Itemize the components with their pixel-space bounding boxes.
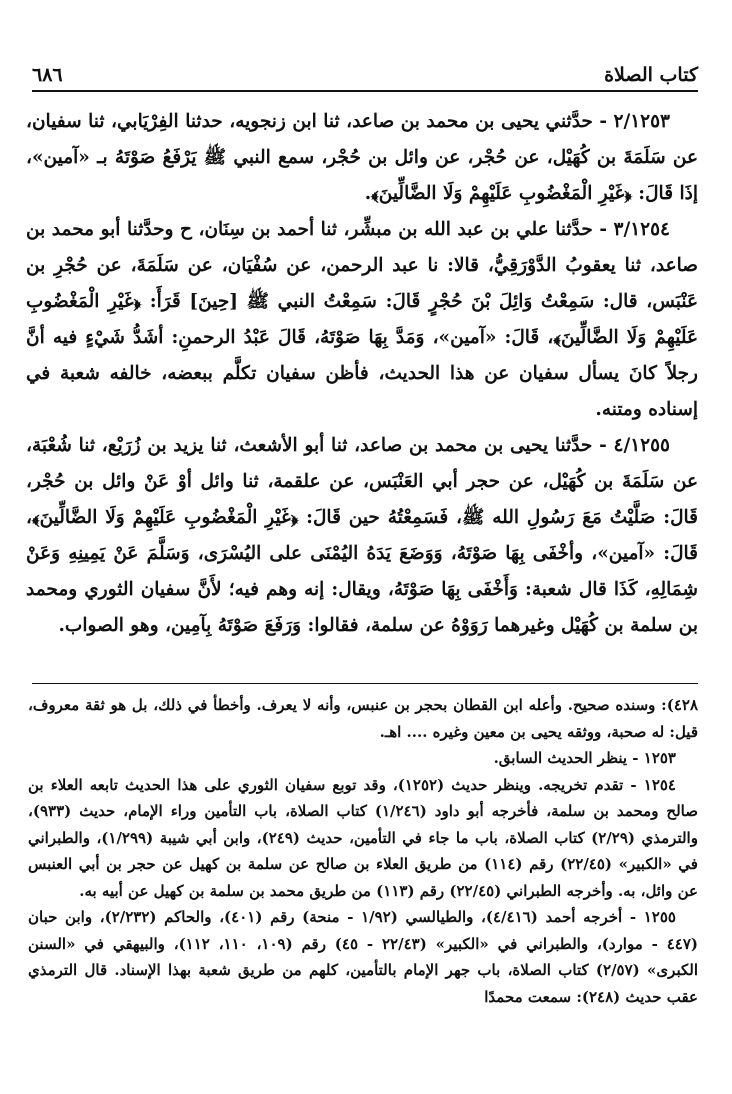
- hadith-1255: ٤/١٢٥٥ - حدَّثنا يحيى بن محمد بن صاعد، ثنا أبو الأشعث، ثنا يزيد بن زُرَيْع، ثنا شُعْبَة، عن سَلَمَةَ بن كُهَيْل، عن حجر أبي العَنْبَس، عن علقمة، ثنا وائل أوْ عَنْ وائل بن حُجْر، قَالَ: صَلَّيْتُ مَعَ رَسُولِ الله ﷺ، فَسَمِعْتُهُ حين قَالَ: ﴿غَيْرِ الْمَغْضُوبِ عَلَيْهِمْ وَلَا الضَّالِّينَ﴾، قَالَ: «آمين»، وأخْفَى بِهَا صَوْتَهُ، وَوَضَعَ يَدَهُ اليُمْنَى على اليُسْرَى، وَسَلَّمَ عَنْ يَمِينِهِ وَعَنْ شِمَالِهِ، كَذَا قال شعبة: وَأَخْفَى بِهَا صَوْتَهُ، ويقال: إنه وهم فيه؛ لأَنَّ سفيان الثوري ومحمد بن سلمة بن كُهَيْل وغيرهما رَوَوْهُ عن سلمة، فقالوا: وَرَفَعَ صَوْتَهُ بِآمِين، وهو الصواب.: [26, 435, 698, 636]
- footnote-1253: ١٢٥٣ - ينظر الحديث السابق.: [493, 749, 676, 767]
- hadith-1253: ٢/١٢٥٣ - حدَّثني يحيى بن محمد بن صاعد، ثنا ابن زنجويه، حدثنا الفِرْيَابي، ثنا سفيان، عن سَلَمَةَ بن كُهَيْل، عن حُجْر، عن وائل بن حُجْر، سمع النبي ﷺ يَرْفَعُ صَوْتَهُ بـ «آمين»، إذَا قَالَ: ﴿غَيْرِ الْمَغْضُوبِ عَلَيْهِمْ وَلَا الضَّالِّينَ﴾.: [26, 111, 698, 204]
- header-rule: [32, 90, 698, 92]
- main-text: [26, 104, 698, 644]
- book-title: كتاب الصلاة: [604, 64, 698, 86]
- footnote-1255: ١٢٥٥ - أخرجه أحمد (٤/٤١٦)، والطيالسي (١/٩٢ - منحة) رقم (٤٠١)، والحاكم (٢/٢٣٢)، وابن حبان (٤٤٧ - موارد)، والطبراني في «الكبير» (٢٢/٤٣ - ٤٥) رقم (١٠٩، ١١٠، ١١٢)، والبيهقي في «السنن الكبرى» (٢/٥٧) كتاب الصلاة، باب جهر الإمام بالتأمين، كلهم من طريق شعبة بهذا الإسناد. قال الترمذي عقب حديث (٢٤٨): سمعت محمدًا: [28, 908, 698, 1006]
- footnote-1254: ١٢٥٤ - تقدم تخريجه. وينظر حديث (١٢٥٢)، وقد توبع سفيان الثوري على هذا الحديث تابعه العلاء بن صالح ومحمد بن سلمة، فأخرجه أبو داود (١/٢٤٦) كتاب الصلاة، باب التأمين وراء الإمام، حديث (٩٣٣)، والترمذي (٢/٢٩) كتاب الصلاة، باب ما جاء في التأمين، حديث (٢٤٩)، وابن أبي شيبة (١/٢٩٩)، والطبراني في «الكبير» (٢٢/٤٥) رقم (١١٤) من طريق العلاء بن صالح عن سلمة بن كهيل عن حجر بن أبي العنبس عن وائل، به. وأخرجه الطبراني (٢٢/٤٥) رقم (١١٣) من طريق محمد بن سلمة بن كهيل عن أبيه به.: [28, 775, 698, 900]
- page-header: [32, 58, 698, 86]
- footnote-rule: [32, 683, 698, 684]
- page-number: ٦٨٦: [32, 64, 63, 86]
- footnote-continuation: ٤٢٨): وسنده صحيح. وأعله ابن القطان بحجر بن عنبس، وأنه لا يعرف. وأخطأ في ذلك، بل هو ثقة معروف، قيل: له صحبة، ووثقه يحيى بن معين وغيره .... اهـ.: [28, 696, 698, 741]
- footnotes: [28, 692, 698, 1010]
- hadith-1254: ٣/١٢٥٤ - حدَّثنا علي بن عبد الله بن مبشِّر، ثنا أحمد بن سِنَان، ح وحدَّثنا أبو محمد بن صاعد، ثنا يعقوبُ الدَّوْرَقِيُّ، قالا: نا عبد الرحمن، عن سُفْيَان، عن سَلَمَةَ، عن حُجْرِ بن عَنْبَس، قال: سَمِعْتُ وَائِلَ بْنَ حُجْرٍ قَالَ: سَمِعْتُ النبي ﷺ [حِينَ] قَرَأَ: ﴿غَيْرِ الْمَغْضُوبِ عَلَيْهِمْ وَلَا الضَّالِّينَ﴾، قَالَ: «آمين»، وَمَدَّ بِهَا صَوْتَهُ، قَالَ عَبْدُ الرحمنِ: أشَدُّ شَيْءٍ فيه أنَّ رجلاً كانَ يسأل سفيان عن هذا الحديث، فأظن سفيان تكلَّم ببعضه، خالفه شعبة في إسناده ومتنه.: [26, 219, 698, 420]
